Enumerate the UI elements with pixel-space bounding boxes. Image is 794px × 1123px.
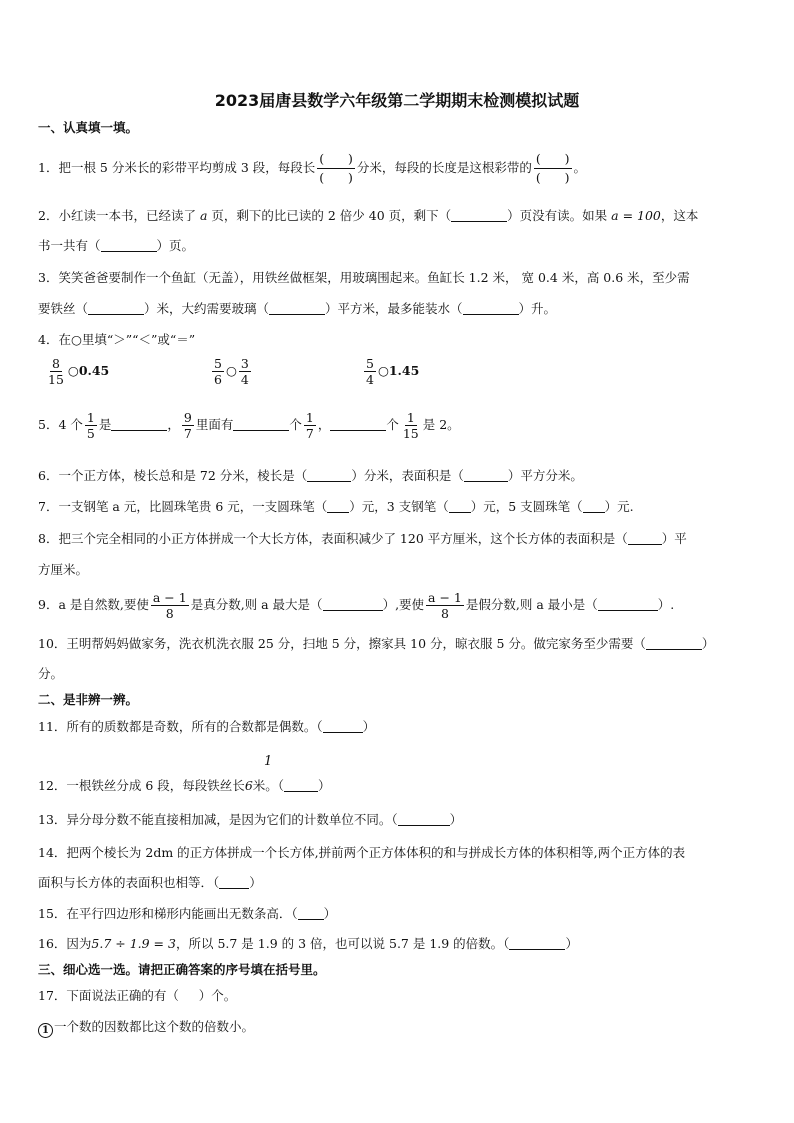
q5-blank-2[interactable] <box>233 416 289 431</box>
q14-blank[interactable] <box>219 874 249 889</box>
section-heading-1: 一、认真填一填。 <box>38 120 139 135</box>
q2-equation: a = 100 <box>611 208 661 223</box>
q7-blank-2[interactable] <box>449 498 471 513</box>
q1-fraction-num: ( ) <box>317 150 355 169</box>
question-13: 13．异分母分数不能直接相加减，是因为它们的计数单位不同。（ ） <box>38 812 463 827</box>
page-title: 2023届唐县数学六年级第二学期期末检测模拟试题 <box>214 91 580 110</box>
q6-blank-1[interactable] <box>307 467 351 482</box>
question-14-line-2: 面积与长方体的表面积也相等．（ ） <box>38 875 262 890</box>
question-10-line-2: 分。 <box>38 666 64 681</box>
question-4-heading: 4．在○里填“＞”“＜”或“＝” <box>38 332 196 347</box>
q2-variable: a <box>199 208 208 223</box>
q5-blank-3[interactable] <box>330 416 386 431</box>
q4-item-2: $\frac{5}{6}$ ○ $\frac{3}{4}$ <box>214 356 249 387</box>
q2-blank-1[interactable] <box>451 207 507 222</box>
q8-blank[interactable] <box>628 530 662 545</box>
question-16: 16．因为5.7 ÷ 1.9 = 3，所以 5.7 是 1.9 的 3 倍，也可以说 5.7 是 1.9 的倍数。（ ） <box>38 936 578 951</box>
q12-fraction-denominator: 6 <box>244 778 253 793</box>
q12-fraction-numerator: 1 <box>264 754 273 769</box>
question-2-line-1: 2．小红读一本书，已经读了 a 页，剩下的比已读的 2 倍少 40 页，剩下（ ）页没有读。如果 a = 100，这本 <box>38 208 699 223</box>
q1-fraction-den: ( ) <box>319 170 353 185</box>
q4-item-1: $\frac{8}{15}$ ○0.45 <box>48 356 110 387</box>
q15-blank[interactable] <box>298 905 324 920</box>
q5-blank-1[interactable] <box>111 416 167 431</box>
question-14-line-1: 14．把两个棱长为 2dm 的正方体拼成一个长方体,拼前两个正方体体积的和与拼成长方体的体积相等,两个正方体的表 <box>38 845 686 860</box>
question-3-line-2: 要铁丝（ ）米，大约需要玻璃（ ）平方米，最多能装水（ ）升。 <box>38 301 557 316</box>
question-8-line-2: 方厘米。 <box>38 562 89 577</box>
q1-text-b: 分米，每段的长度是这根彩带的 <box>356 160 532 175</box>
q1-text-a: 1．把一根 5 分米长的彩带平均剪成 3 段，每段长 <box>38 160 316 175</box>
q11-blank[interactable] <box>323 718 363 733</box>
q7-blank-1[interactable] <box>327 498 349 513</box>
question-17: 17．下面说法正确的有（ ）个。 <box>38 988 237 1003</box>
q10-blank[interactable] <box>646 635 702 650</box>
q16-equation: 5.7 ÷ 1.9 = 3 <box>91 936 176 951</box>
section-heading-2: 二、是非辨一辨。 <box>38 692 139 707</box>
q17-option-1-text: 一个数的因数都比这个数的倍数小。 <box>54 1019 255 1034</box>
question-7: 7．一支钢笔 a 元，比圆珠笔贵 6 元，一支圆珠笔（ ）元，3 支钢笔（ ）元，5 支圆珠笔（ ）元. <box>38 499 634 514</box>
q9-blank-2[interactable] <box>598 596 658 611</box>
q3-blank-1[interactable] <box>88 300 144 315</box>
q13-blank[interactable] <box>398 811 450 826</box>
q3-blank-2[interactable] <box>269 300 325 315</box>
question-15: 15．在平行四边形和梯形内能画出无数条高．（ ） <box>38 906 337 921</box>
question-3-line-1: 3．笑笑爸爸要制作一个鱼缸（无盖），用铁丝做框架，用玻璃围起来。鱼缸长 1.2 米， 宽 0.4 米，高 0.6 米，至少需 <box>38 270 690 285</box>
question-1 <box>38 150 586 187</box>
q6-blank-2[interactable] <box>464 467 508 482</box>
question-5: 5．4 个 $\frac{1}{5}$ 是 ， $\frac{9}{7}$ 里面有 个 $\frac{1}{7}$ ， 个 $\frac{1}{15}$ 是 2。 <box>38 410 460 441</box>
section-heading-3: 三、细心选一选。请把正确答案的序号填在括号里。 <box>38 962 326 977</box>
q17-option-1[interactable] <box>38 1017 254 1038</box>
q1-fraction-blank-1[interactable] <box>317 150 355 187</box>
option-number-circle-icon: 1 <box>38 1023 53 1038</box>
q12-blank[interactable] <box>284 777 318 792</box>
question-6: 6．一个正方体，棱长总和是 72 分米，棱长是（ ）分米，表面积是（ ）平方分米。 <box>38 468 583 483</box>
question-2-line-2: 书一共有（ ）页。 <box>38 238 195 253</box>
q4-item-3: $\frac{5}{4}$ ○1.45 <box>366 356 420 387</box>
q16-blank[interactable] <box>509 935 565 950</box>
question-8-line-1: 8．把三个完全相同的小正方体拼成一个大长方体，表面积减少了 120 平方厘米，这个长方体的表面积是（ ）平 <box>38 531 687 546</box>
q1-text-c: 。 <box>573 160 587 175</box>
q7-blank-3[interactable] <box>583 498 605 513</box>
q3-blank-3[interactable] <box>463 300 519 315</box>
q1-fraction-blank-2[interactable]: $\frac{( )}{( )}$ <box>535 151 570 185</box>
q9-blank-1[interactable] <box>323 596 383 611</box>
question-11: 11．所有的质数都是奇数，所有的合数都是偶数。（ ） <box>38 719 376 734</box>
question-10-line-1: 10．王明帮妈妈做家务，洗衣机洗衣服 25 分，扫地 5 分，擦家具 10 分，晾衣服 5 分。做完家务至少需要（ ） <box>38 636 715 651</box>
q2-blank-2[interactable] <box>101 237 157 252</box>
question-12: 12．一根铁丝分成 6 段，每段铁丝长6米。（ ） <box>38 778 331 793</box>
question-9: 9．a 是自然数,要使 $\frac{a - 1}{8}$ 是真分数,则 a 最大是（ ）,要使 $\frac{a - 1}{8}$ 是假分数,则 a 最小是（ ）. <box>38 590 675 621</box>
